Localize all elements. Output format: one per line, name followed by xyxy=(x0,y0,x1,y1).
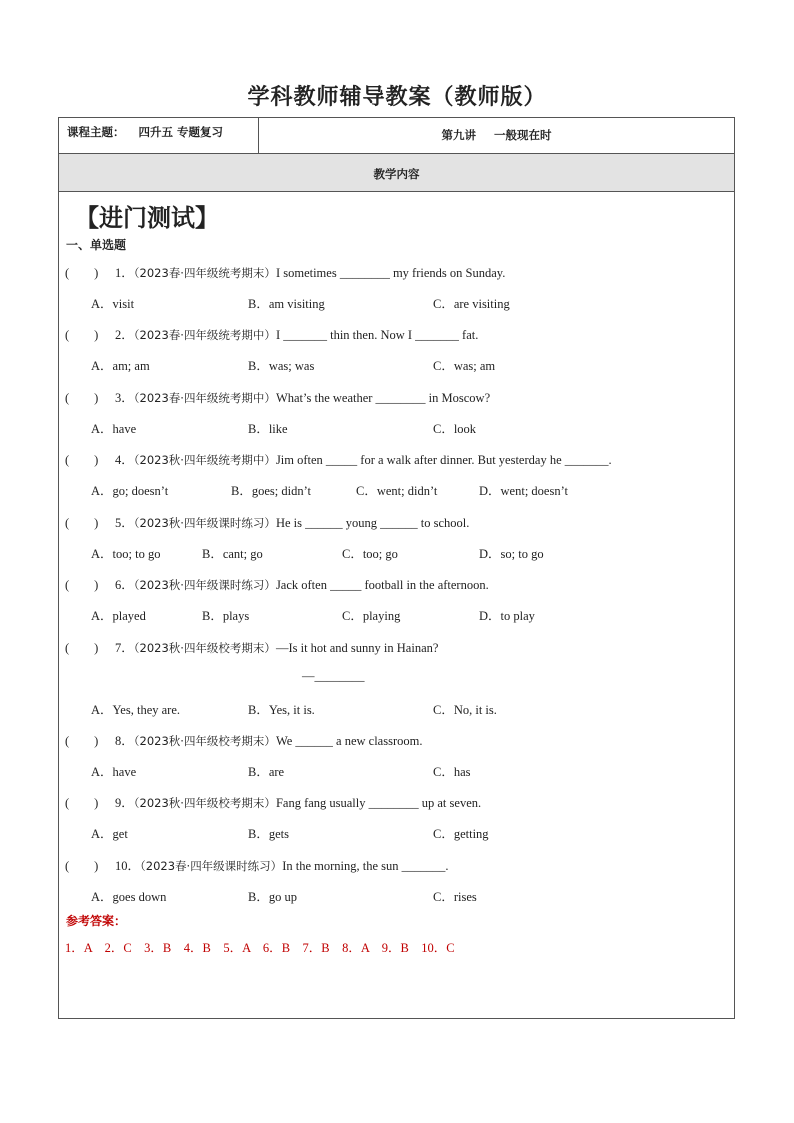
answer-blank: ( ) xyxy=(65,328,99,342)
question-4 xyxy=(65,450,612,468)
question-number: 6． xyxy=(115,578,134,592)
question-text: I sometimes ________ my friends on Sunday. xyxy=(275,266,506,280)
question-text: Jack often _____ football in the afternoon. xyxy=(275,578,489,592)
option-a: A．goes down xyxy=(91,890,167,904)
question-number: 3． xyxy=(115,391,134,405)
question-source: （2023秋·四年级校考期末） xyxy=(133,641,276,655)
option-c: C．getting xyxy=(433,827,489,841)
answer-blank: ( ) xyxy=(65,796,99,810)
answer-blank: ( ) xyxy=(65,641,99,655)
question-source: （2023秋·四年级校考期末） xyxy=(133,796,276,810)
section-title: 【进门测试】 xyxy=(75,204,219,232)
answer-blank: ( ) xyxy=(65,859,99,873)
option-c: C．went; didn’t xyxy=(356,484,438,498)
question-8 xyxy=(65,731,422,749)
question-source: （2023春·四年级统考期中） xyxy=(133,328,276,342)
answer-key: 1．A 2．C 3．B 4．B 5．A 6．B 7．B 8．A 9．B 10．C xyxy=(65,941,455,955)
option-a: A．get xyxy=(91,827,128,841)
lesson-number: 第九讲 xyxy=(441,128,476,142)
question-number: 10． xyxy=(115,859,141,873)
page-title: 学科教师辅导教案（教师版） xyxy=(247,85,547,110)
question-3 xyxy=(65,388,490,406)
topic-label: 课程主题： xyxy=(67,125,125,139)
option-a: A．Yes, they are. xyxy=(91,703,180,717)
option-a: A．played xyxy=(91,609,146,623)
question-text: He is ______ young ______ to school. xyxy=(275,516,470,530)
option-c: C．too; go xyxy=(342,547,398,561)
question-text: Jim often _____ for a walk after dinner. But yesterday he _______. xyxy=(275,453,612,467)
question-number: 7． xyxy=(115,641,134,655)
option-c: C．playing xyxy=(342,609,401,623)
option-c: C．are visiting xyxy=(433,297,510,311)
option-a: A．have xyxy=(91,765,137,779)
option-a: A．too; to go xyxy=(91,547,161,561)
option-b: B．cant; go xyxy=(202,547,263,561)
question-source: （2023秋·四年级课时练习） xyxy=(133,516,276,530)
question-source: （2023秋·四年级课时练习） xyxy=(133,578,276,592)
option-b: B．gets xyxy=(248,827,289,841)
question-number: 8． xyxy=(115,734,134,748)
question-number: 9． xyxy=(115,796,134,810)
answer-blank: ( ) xyxy=(65,266,99,280)
question-number: 1． xyxy=(115,266,134,280)
question-10 xyxy=(65,856,449,874)
answer-blank: ( ) xyxy=(65,453,99,467)
question-text: —Is it hot and sunny in Hainan? xyxy=(275,641,439,655)
question-source: （2023春·四年级统考期末） xyxy=(133,266,276,280)
option-d: D．to play xyxy=(479,609,535,623)
question-5 xyxy=(65,513,469,531)
option-b: B．Yes, it is. xyxy=(248,703,315,717)
question-number: 4． xyxy=(115,453,134,467)
option-c: C．was; am xyxy=(433,359,496,373)
question-number: 5． xyxy=(115,516,134,530)
option-a: A．have xyxy=(91,422,137,436)
question-text: We ______ a new classroom. xyxy=(275,734,423,748)
question-source: （2023秋·四年级校考期末） xyxy=(133,734,276,748)
lesson-table xyxy=(58,117,735,1019)
reply-blank: —________ xyxy=(302,669,365,683)
option-b: B．goes; didn’t xyxy=(231,484,311,498)
option-b: B．like xyxy=(248,422,288,436)
option-b: B．go up xyxy=(248,890,297,904)
option-d: D．so; to go xyxy=(479,547,544,561)
option-b: B．are xyxy=(248,765,285,779)
option-a: A．am; am xyxy=(91,359,150,373)
answer-blank: ( ) xyxy=(65,391,99,405)
section-subtitle: 一、单选题 xyxy=(66,238,127,252)
option-b: B．was; was xyxy=(248,359,315,373)
question-source: （2023秋·四年级统考期中） xyxy=(133,453,276,467)
answer-blank: ( ) xyxy=(65,578,99,592)
answer-title: 参考答案： xyxy=(66,914,127,928)
header-row xyxy=(59,118,734,154)
option-c: C．rises xyxy=(433,890,477,904)
question-9 xyxy=(65,793,481,811)
question-number: 2． xyxy=(115,328,134,342)
question-text: In the morning, the sun _______. xyxy=(282,859,449,873)
option-d: D．went; doesn’t xyxy=(479,484,568,498)
option-a: A．visit xyxy=(91,297,135,311)
option-a: A．go; doesn’t xyxy=(91,484,169,498)
lesson-cell xyxy=(259,118,734,153)
question-text: I _______ thin then. Now I _______ fat. xyxy=(275,328,479,342)
lesson-name: 一般现在时 xyxy=(494,128,552,142)
answer-blank: ( ) xyxy=(65,516,99,530)
option-c: C．has xyxy=(433,765,471,779)
option-b: B．am visiting xyxy=(248,297,325,311)
question-text: What’s the weather ________ in Moscow? xyxy=(275,391,491,405)
question-7 xyxy=(65,638,438,656)
topic-value: 四升五 专题复习 xyxy=(138,125,224,139)
question-source: （2023春·四年级统考期中） xyxy=(133,391,276,405)
question-text: Fang fang usually ________ up at seven. xyxy=(275,796,482,810)
question-1 xyxy=(65,263,505,281)
option-c: C．look xyxy=(433,422,477,436)
question-source: （2023春·四年级课时练习） xyxy=(140,859,283,873)
course-topic-cell xyxy=(59,118,259,153)
teaching-content-bar: 教学内容 xyxy=(59,154,734,192)
option-b: B．plays xyxy=(202,609,250,623)
question-2 xyxy=(65,325,478,343)
question-6 xyxy=(65,575,489,593)
option-c: C．No, it is. xyxy=(433,703,497,717)
answer-blank: ( ) xyxy=(65,734,99,748)
